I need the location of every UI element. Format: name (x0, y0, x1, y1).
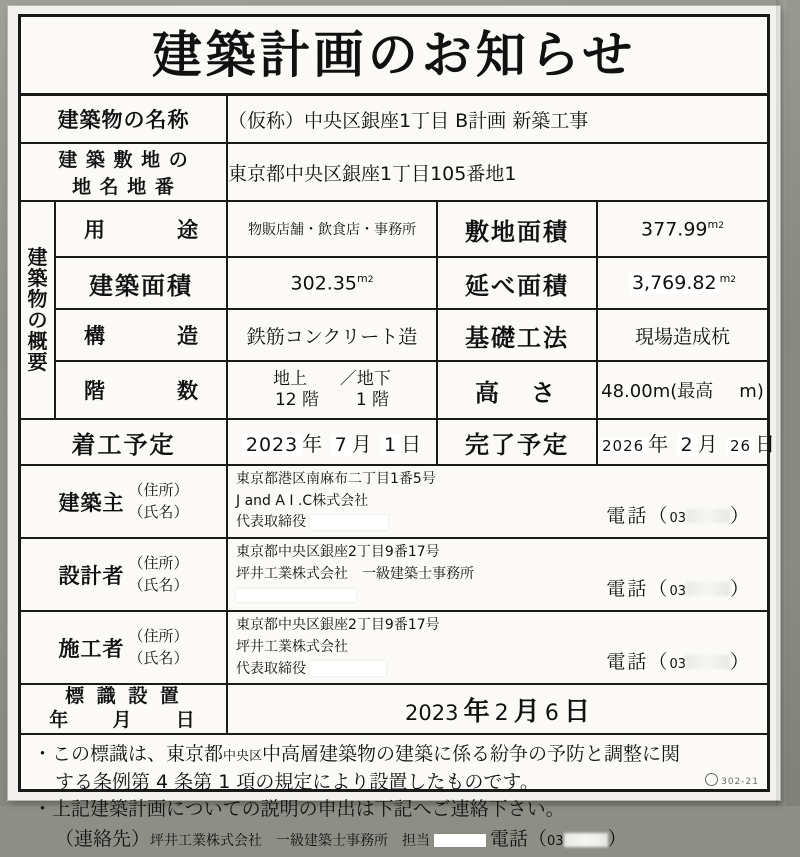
note-contact-tel-close: ） (607, 827, 627, 850)
value-end-day: 26 (726, 437, 755, 455)
value-designer-company: 坪井工業株式会社 一級建築士事務所 (236, 565, 474, 582)
signboard-month-char: 月 (513, 696, 540, 727)
label-building-outline: 建 築 物 の 概 要 (21, 201, 55, 419)
value-start-year: 2023 (242, 434, 302, 456)
value-end-year: 2026 (598, 437, 648, 455)
note-contact-tel-redaction (564, 833, 608, 847)
value-foundation: 現場造成杭 (597, 309, 767, 361)
label-signboard-date (21, 684, 227, 734)
table-row-building-name (21, 96, 767, 143)
value-height-note-open: (最高 (670, 381, 714, 402)
contractor-tel-area: 03 (669, 656, 686, 672)
value-height-number: 48.00 (601, 381, 653, 402)
label-end-date: 完了予定 (437, 419, 597, 465)
value-floors (227, 361, 437, 419)
label-designer-name: 設計者 (58, 563, 125, 588)
note-line-1a: ・この標識は、東京都 (33, 743, 224, 766)
label-contractor-person: （氏名） (128, 648, 189, 667)
designer-tel (606, 575, 749, 604)
value-floors-below-label: 地下 (356, 368, 391, 389)
label-contractor-address: （住所） (128, 626, 189, 645)
table-row-site-address (21, 143, 767, 201)
label-building-name: 建築物の名称 (21, 96, 227, 143)
start-day-char: 日 (401, 431, 423, 456)
value-owner-role: 代表取締役 (236, 514, 306, 531)
note-line-3: ・上記建築計画についての説明の申出は下記へご連絡下さい。 (33, 798, 565, 821)
watermark-text: 302-21 (721, 777, 759, 787)
designer-tel-area: 03 (669, 583, 686, 599)
note-line-1b: 中高層建築物の建築に係る紛争の予防と調整に関 (262, 743, 681, 766)
label-foundation: 基礎工法 (437, 309, 597, 361)
end-day-char: 日 (755, 431, 777, 456)
value-designer-address: 東京都中央区銀座2丁目9番17号 (236, 544, 440, 561)
value-floors-above-label: 地上 (273, 368, 308, 389)
value-start-date (227, 419, 437, 465)
label-total-floor-area: 延べ面積 (437, 257, 597, 309)
value-site-area-unit: m2 (707, 217, 724, 231)
label-structure: 構 造 (55, 309, 227, 361)
note-line-2: する条例第 4 条第 1 項の規定により設置したものです。 (55, 770, 539, 793)
label-designer-person: （氏名） (128, 575, 189, 594)
owner-name-redaction (310, 515, 388, 530)
note-line-1-small: 中央区 (223, 749, 263, 765)
end-month-char: 月 (697, 431, 719, 456)
designer-tel-label: 電話（ (606, 577, 670, 600)
value-use: 物販店舗・飲食店・事務所 (227, 201, 437, 257)
value-height-note-close: ) (756, 381, 764, 402)
value-contractor-address: 東京都中央区銀座2丁目9番17号 (236, 617, 440, 634)
value-contractor-role: 代表取締役 (236, 660, 306, 677)
table-row-floors-height (21, 361, 767, 419)
designer-tel-close: ） (729, 577, 749, 600)
value-signboard-month: 2 (494, 700, 509, 726)
value-end-month: 2 (677, 434, 698, 456)
note-line-4 (33, 824, 757, 854)
contractor-tel-label: 電話（ (606, 650, 670, 673)
value-total-floor-area-number: 3,769.82 (629, 272, 720, 294)
label-signboard-date-line1: 標 識 設 置 (65, 685, 182, 708)
value-contractor (227, 611, 767, 684)
label-use: 用 途 (55, 201, 227, 257)
owner-tel-label: 電話（ (606, 504, 670, 527)
owner-tel-redaction (686, 509, 730, 523)
note-contact-label: （連絡先） (55, 827, 151, 850)
table-row-designer (21, 538, 767, 611)
table-row-schedule (21, 419, 767, 465)
table-row-buildingarea-totalarea (21, 257, 767, 309)
note-contact-redaction (434, 834, 486, 847)
value-start-month: 7 (331, 434, 352, 456)
table-row-contractor (21, 611, 767, 684)
value-end-date (597, 419, 777, 465)
value-total-floor-area-unit: m2 (719, 271, 737, 285)
value-signboard-date (227, 684, 767, 734)
notice-table (21, 96, 777, 735)
owner-tel-close: ） (729, 504, 749, 527)
value-signboard-day: 6 (544, 700, 559, 726)
value-site-area-number: 377.99 (641, 218, 708, 241)
note-line-1 (33, 741, 757, 769)
contractor-name-redaction (310, 661, 386, 676)
watermark (705, 773, 759, 787)
value-owner (227, 465, 767, 538)
value-signboard-year: 2023 (405, 700, 459, 725)
note-contact-company: 坪井工業株式会社 一級建築士事務所 担当 (150, 832, 431, 849)
construction-notice-board (8, 6, 780, 850)
value-floors-slash: ／ (339, 368, 357, 389)
signboard-day-char: 日 (563, 696, 590, 727)
value-building-area-unit: m2 (357, 271, 374, 285)
value-start-day: 1 (380, 434, 401, 456)
footer-notes (21, 735, 767, 857)
label-start-date: 着工予定 (21, 419, 227, 465)
signboard-year-char: 年 (463, 696, 490, 727)
value-height-unit: m (652, 381, 671, 402)
value-contractor-company: 坪井工業株式会社 (236, 638, 348, 655)
end-year-char: 年 (648, 431, 670, 456)
page-title (21, 17, 767, 96)
label-site-address-line2: 地 名 地 番 (72, 176, 175, 198)
label-site-area: 敷地面積 (437, 201, 597, 257)
label-contractor (21, 611, 227, 684)
label-height: 高 さ (437, 361, 597, 419)
value-height (597, 361, 767, 419)
table-row-structure-foundation (21, 309, 767, 361)
contractor-tel-close: ） (729, 650, 749, 673)
note-contact-tel-label: 電話（ (490, 827, 548, 850)
value-site-area (597, 201, 767, 257)
label-designer-address: （住所） (128, 553, 189, 572)
watermark-icon (705, 773, 718, 786)
designer-name-redaction (236, 589, 356, 602)
board-inner-frame (18, 14, 777, 850)
table-row-use-sitearea (21, 201, 767, 257)
value-building-area (227, 257, 437, 309)
value-total-floor-area (597, 257, 767, 309)
value-floors-line1 (228, 369, 436, 390)
value-owner-company: J and A I .C株式会社 (236, 492, 369, 509)
value-structure: 鉄筋コンクリート造 (227, 309, 437, 361)
label-site-address-line1: 建 築 敷 地 の (58, 149, 189, 171)
label-site-address (21, 143, 227, 201)
value-building-area-number: 302.35 (290, 272, 358, 295)
start-month-char: 月 (351, 431, 373, 456)
note-contact-tel-area: 03 (547, 833, 564, 849)
label-signboard-date-line2: 年 月 日 (49, 709, 198, 732)
contractor-tel (606, 648, 749, 677)
value-designer (227, 538, 767, 611)
label-floors: 階 数 (55, 361, 227, 419)
owner-tel-area: 03 (669, 510, 686, 526)
value-floors-line2 (228, 390, 436, 411)
designer-tel-redaction (686, 582, 730, 596)
value-floors-above: 12 階 (274, 390, 319, 410)
table-row-signboard-date (21, 684, 767, 734)
contractor-tel-redaction (686, 655, 730, 669)
value-floors-below: 1 階 (355, 390, 390, 410)
table-row-owner (21, 465, 767, 538)
label-owner (21, 465, 227, 538)
value-building-name: （仮称）中央区銀座1丁目 B計画 新築工事 (227, 96, 767, 143)
label-contractor-name: 施工者 (58, 636, 125, 661)
label-owner-name: 建築主 (58, 490, 125, 515)
label-owner-address: （住所） (128, 480, 189, 499)
owner-tel (606, 502, 749, 531)
value-height-note-unit: m (739, 381, 757, 402)
label-designer (21, 538, 227, 611)
title-text: 建築計画のお知らせ (151, 26, 637, 84)
label-building-area: 建築面積 (55, 257, 227, 309)
label-owner-person: （氏名） (128, 502, 189, 521)
start-year-char: 年 (302, 431, 324, 456)
value-site-address: 東京都中央区銀座1丁目105番地1 (227, 143, 767, 201)
value-owner-address: 東京都港区南麻布二丁目1番5号 (236, 471, 436, 487)
